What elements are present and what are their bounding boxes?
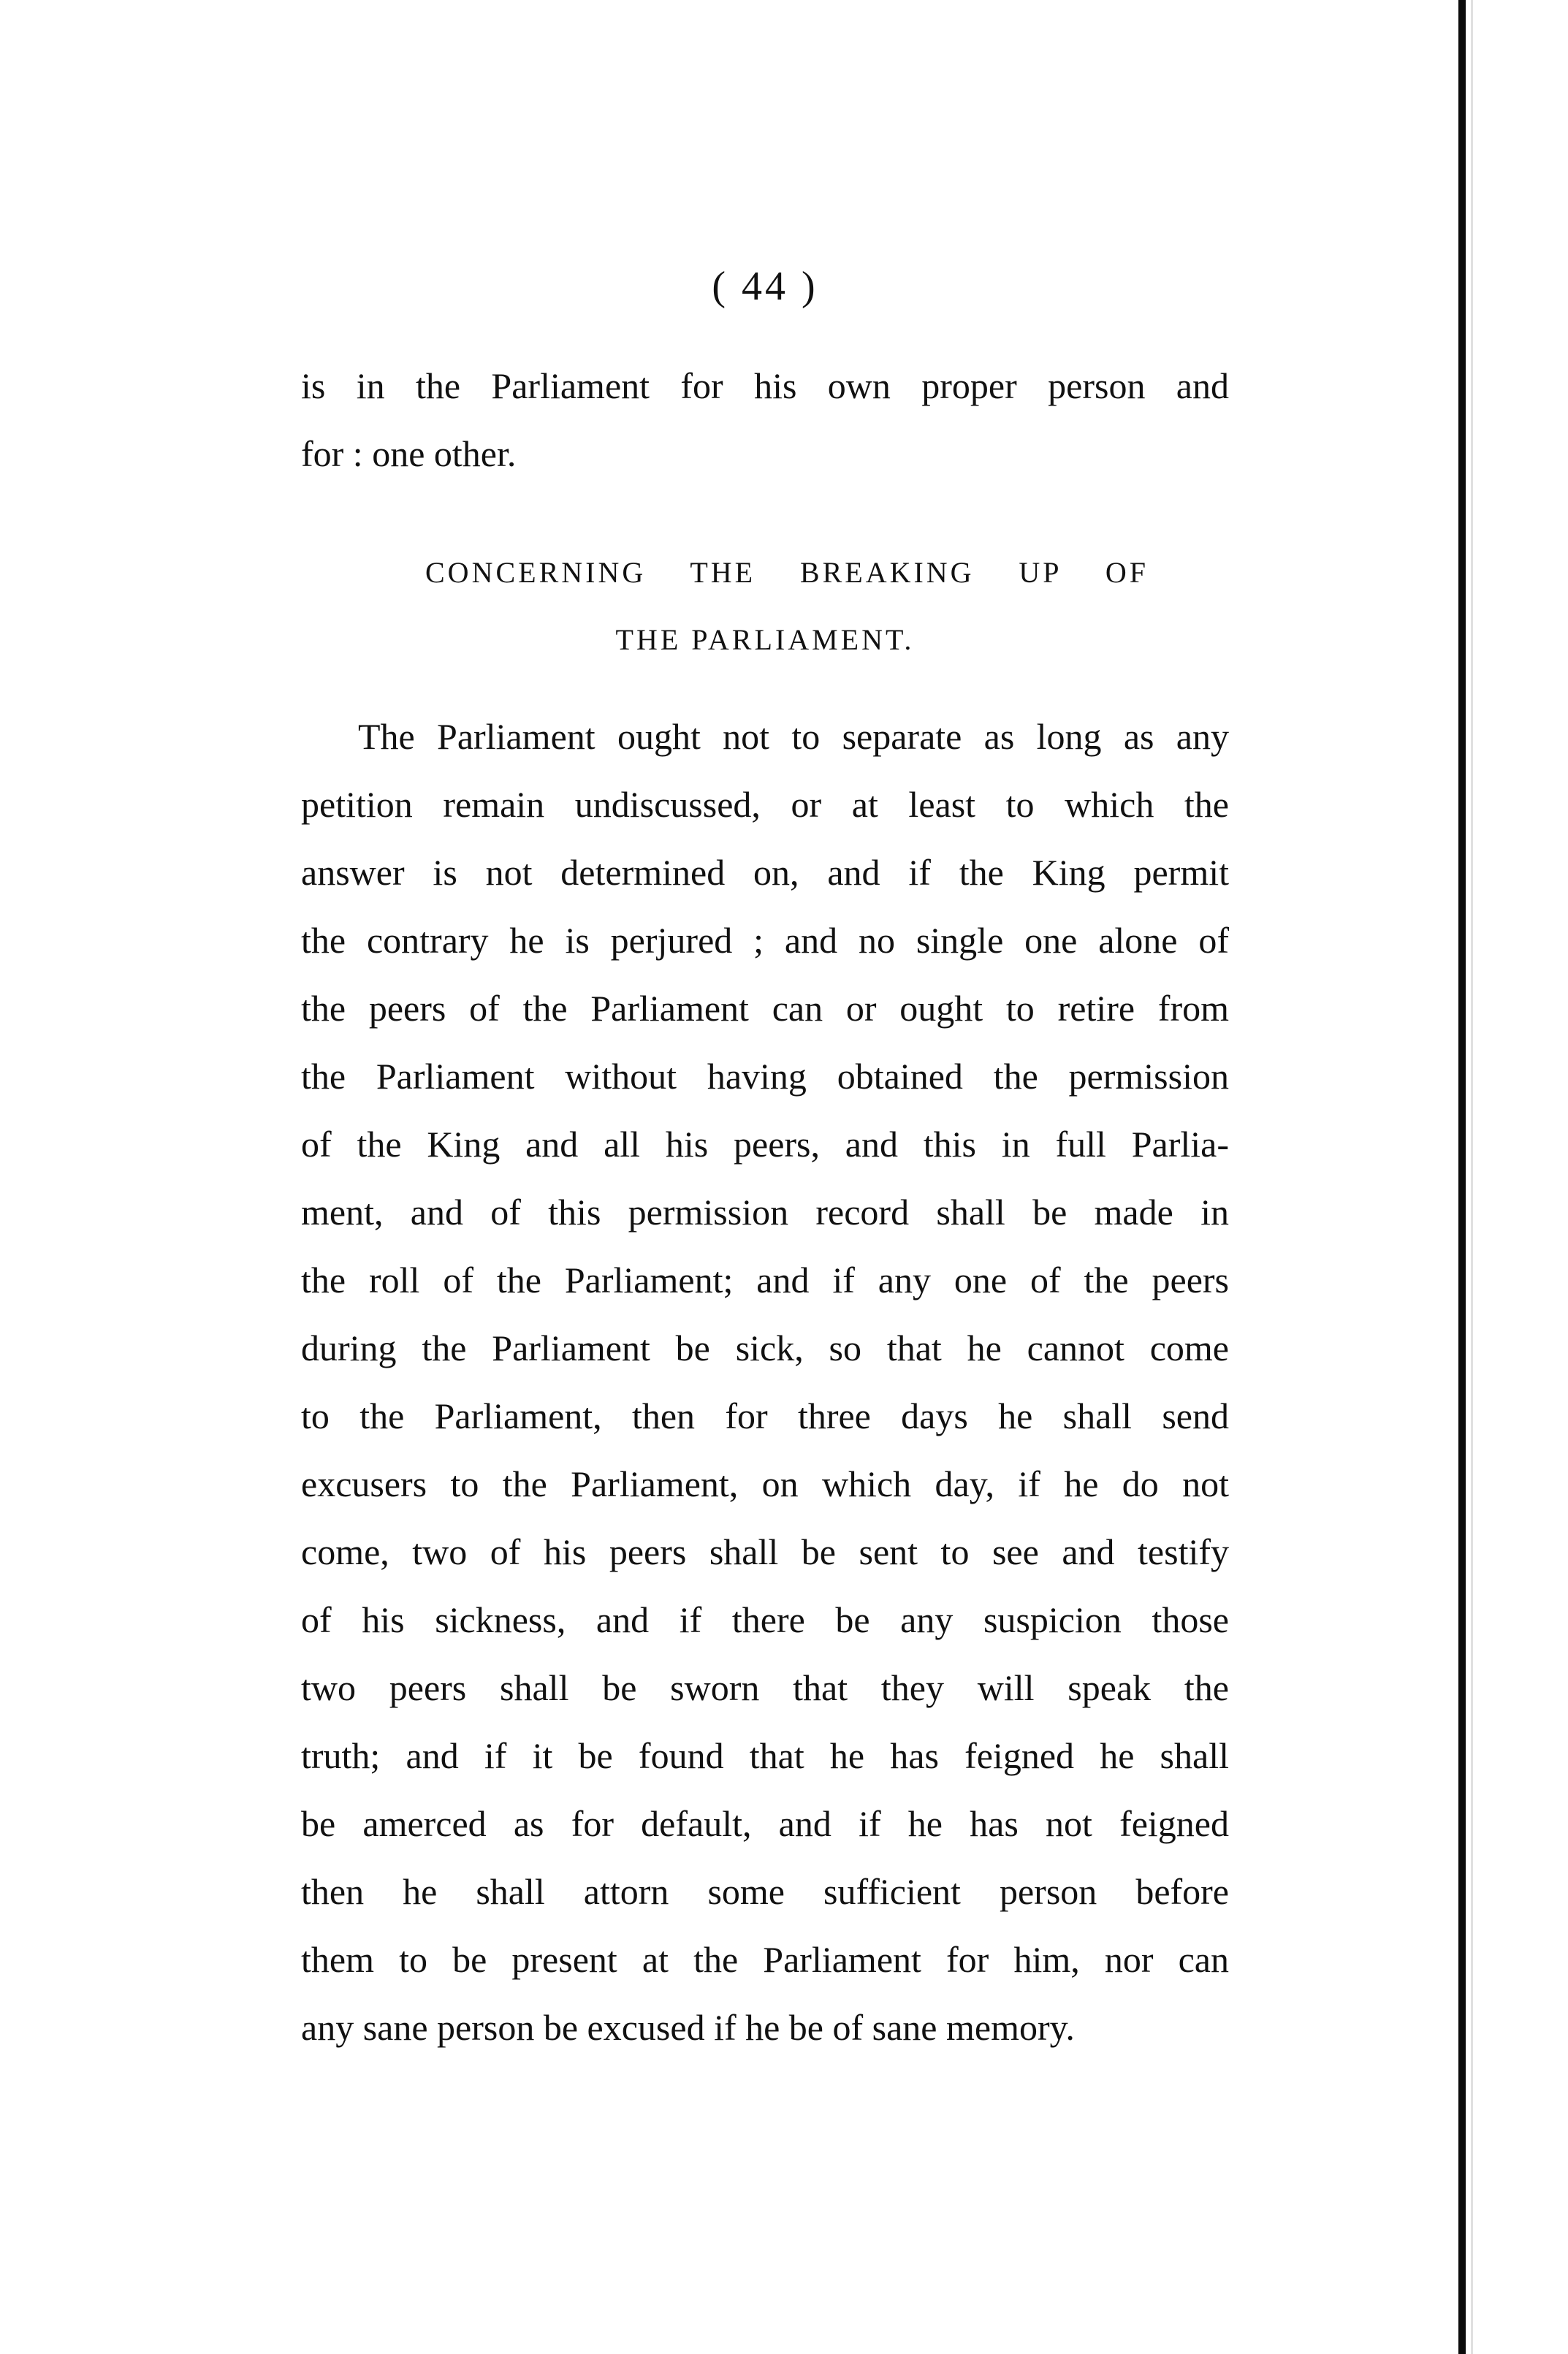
paragraph-line-20: any sane person be excused if he be of sane memory. [301,2007,1075,2048]
paragraph-line-3: answer is not determined on, and if the King permit [301,852,1229,893]
paragraph-line-19: them to be present at the Parliament for him, nor can [301,1939,1229,1980]
paragraph-line-8: ment, and of this permission record shall be made in [301,1192,1229,1233]
paragraph-line-4: the contrary he is perjured ; and no single one alone of [301,920,1229,961]
paragraph-line-14: of his sickness, and if there be any suspicion those [301,1599,1229,1640]
paragraph-line-16: truth; and if it be found that he has feigned he shall [301,1735,1229,1776]
section-heading-line-2: THE PARLIAMENT. [615,623,915,656]
page-binding-edge [1458,0,1466,2354]
page-edge-shadow [1471,0,1473,2354]
section-heading-line-1: CONCERNING THE BREAKING UP OF [425,556,1149,589]
paragraph-line-18: then he shall attorn some sufficient person before [301,1871,1229,1912]
page-text-block [301,263,1229,2062]
paragraph-line-11: to the Parliament, then for three days he shall send [301,1395,1229,1436]
paragraph-line-17: be amerced as for default, and if he has not feigned [301,1803,1229,1844]
paragraph-line-1: The Parliament ought not to separate as long as any [358,716,1229,757]
paragraph-line-13: come, two of his peers shall be sent to see and testify [301,1531,1229,1572]
paragraph-line-5: the peers of the Parliament can or ought to retire from [301,988,1229,1029]
paragraph-line-10: during the Parliament be sick, so that he cannot come [301,1328,1229,1368]
paragraph-line-2: petition remain undiscussed, or at least to which the [301,784,1229,825]
paragraph-line-15: two peers shall be sworn that they will speak the [301,1667,1229,1708]
paragraph-line-12: excusers to the Parliament, on which day, if he do not [301,1463,1229,1504]
paragraph-line-9: the roll of the Parliament; and if any one of the peers [301,1260,1229,1300]
opening-line-1: is in the Parliament for his own proper person and [301,365,1229,406]
paragraph-line-6: the Parliament without having obtained the permission [301,1056,1229,1097]
paragraph-line-7: of the King and all his peers, and this in full Parlia- [301,1124,1229,1165]
opening-line-2: for : one other. [301,433,517,474]
page-number: ( 44 ) [712,264,818,309]
